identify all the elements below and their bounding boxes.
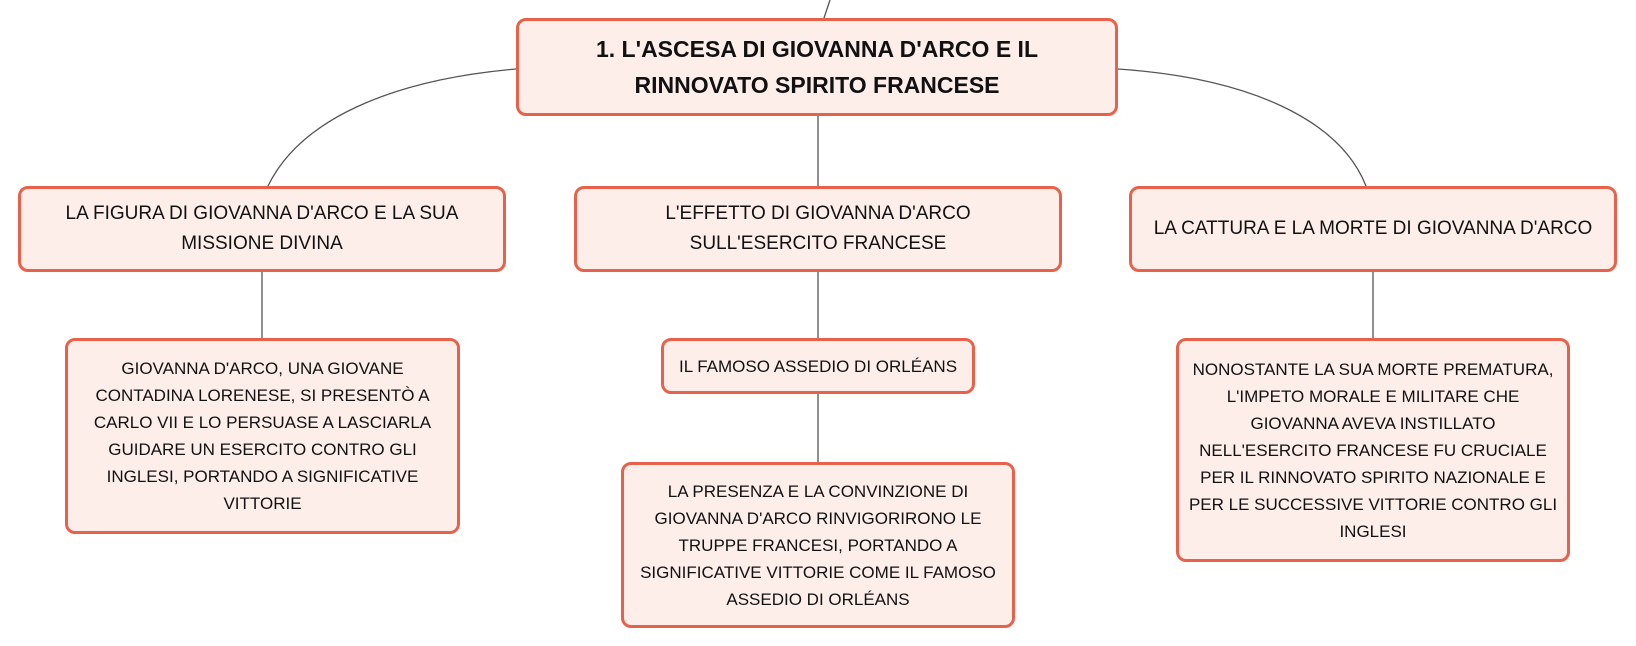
central-topic-text: 1. L'ASCESA DI GIOVANNA D'ARCO E IL RINNOVATO SPIRITO FRANCESE [595, 36, 1038, 98]
sub-label-assedio: IL FAMOSO ASSEDIO DI ORLÉANS [678, 356, 958, 376]
branch-label-effetto: L'EFFETTO DI GIOVANNA D'ARCO SULL'ESERCITO FRANCESE [665, 203, 971, 254]
branch-label-figura: LA FIGURA DI GIOVANNA D'ARCO E LA SUA MISSIONE DIVINA [65, 203, 459, 254]
branch-node-effetto[interactable] [574, 186, 1062, 272]
detail-text-figura: GIOVANNA D'ARCO, UNA GIOVANE CONTADINA LORENESE, SI PRESENTÒ A CARLO VII E LO PERSUASE A LASCIARLA GUIDARE UN ESERCITO CONTRO GLI INGLESI, PORTANDO A SIGNIFICATIVE VITTORIE [93, 359, 432, 513]
detail-node-cattura[interactable] [1176, 338, 1570, 562]
branch-label-cattura: LA CATTURA E LA MORTE DI GIOVANNA D'ARCO [1153, 218, 1593, 239]
connector-root-right [1118, 69, 1366, 186]
connector-incoming [824, 0, 830, 18]
detail-text-cattura: NONOSTANTE LA SUA MORTE PREMATURA, L'IMPETO MORALE E MILITARE CHE GIOVANNA AVEVA INSTILLATO NELL'ESERCITO FRANCESE FU CRUCIALE PER IL RINNOVATO SPIRITO NAZIONALE E PER LE SUCCESSIVE VITTORIE CONTRO GLI INGLESI [1188, 359, 1558, 541]
sub-node-assedio[interactable] [661, 338, 975, 394]
detail-node-figura[interactable] [65, 338, 460, 534]
detail-node-effetto[interactable] [621, 462, 1015, 628]
detail-text-effetto: LA PRESENZA E LA CONVINZIONE DI GIOVANNA D'ARCO RINVIGORIRONO LE TRUPPE FRANCESI, PORTANDO A SIGNIFICATIVE VITTORIE COME IL FAMOSO ASSEDIO DI ORLÉANS [640, 481, 996, 609]
central-topic-node[interactable] [516, 18, 1118, 116]
connector-root-left [268, 69, 516, 186]
branch-node-figura[interactable] [18, 186, 506, 272]
branch-node-cattura[interactable] [1129, 186, 1617, 272]
